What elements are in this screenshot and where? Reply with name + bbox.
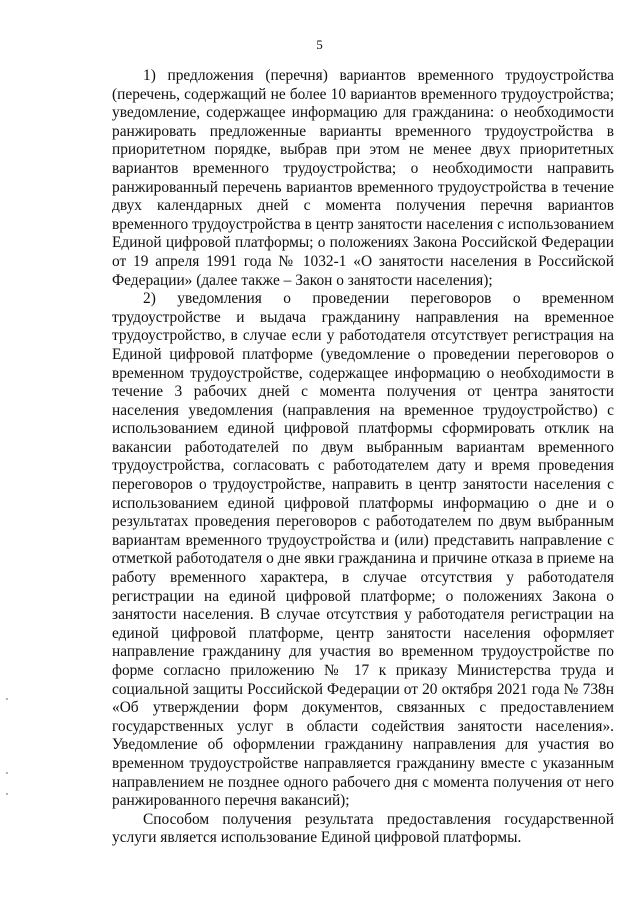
paragraph-item-2: 2) уведомления о проведении переговоров о временном трудоустройстве и выдача гражданину направления на временное трудоустройство, в случае если у работодателя отсутствует регистрация на Единой цифровой платформе (уведомление о проведении переговоров о временном трудоустройстве, содержащее информацию о необходимости в течение 3 рабочих дней с момента получения от центра занятости населения уведомления (направления на временное трудоустройство) с использованием единой цифровой платформы сформировать отклик на вакансии работодателей по двум выбранным вариантам временного трудоустройства, согласовать с работодателем дату и время проведения переговоров о трудоустройстве, направить в центр занятости населения с использованием единой цифровой платформы информацию о дне и о результатах проведения переговоров с работодателем по двум выбранным вариантам временного трудоустройства и (или) представить направление с отметкой работодателя о дне явки гражданина и причине отказа в приеме на работу временного характера, в случае отсутствия у работодателя регистрации на единой цифровой платформе; о положениях Закона о занятости населения. В случае отсутствия у работодателя регистрации на единой цифровой платформе, центр занятости населения оформляет направление гражданину для участия во временном трудоустройстве по форме согласно приложению № 17 к приказу Министерства труда и социальной защиты Российской Федерации от 20 октября 2021 года № 738н «Об утверждении форм документов, связанных с предоставлением государственных услуг в области содействия занятости населения». Уведомление об оформлении гражданину направления для участия во временном трудоустройстве направляется гражданину вместе с указанным направлением не позднее одного рабочего дня с момента получения от него ранжированного перечня вакансий); (112, 290, 614, 810)
scan-speck (6, 793, 8, 795)
page-number: 5 (316, 37, 323, 52)
paragraph-conclusion: Способом получения результата предоставления государственной услуги является использование Единой цифровой платформы. (112, 810, 614, 847)
paragraph-item-1: 1) предложения (перечня) вариантов временного трудоустройства (перечень, содержащий не более 10 вариантов временного трудоустройства; уведомление, содержащее информацию для гражданина: о необходимости ранжировать предложенные варианты временного трудоустройства в приоритетном порядке, выбрав при этом не менее двух приоритетных вариантов временного трудоустройства; о необходимости направить ранжированный перечень вариантов временного трудоустройства в течение двух календарных дней с момента получения перечня вариантов временного трудоустройства в центр занятости населения с использованием Единой цифровой платформы; о положениях Закона Российской Федерации от 19 апреля 1991 года № 1032-1 «О занятости населения в Российской Федерации» (далее также – Закон о занятости населения); (112, 67, 614, 289)
scan-speck (6, 698, 8, 700)
scan-speck (6, 772, 8, 774)
document-body (112, 67, 614, 848)
